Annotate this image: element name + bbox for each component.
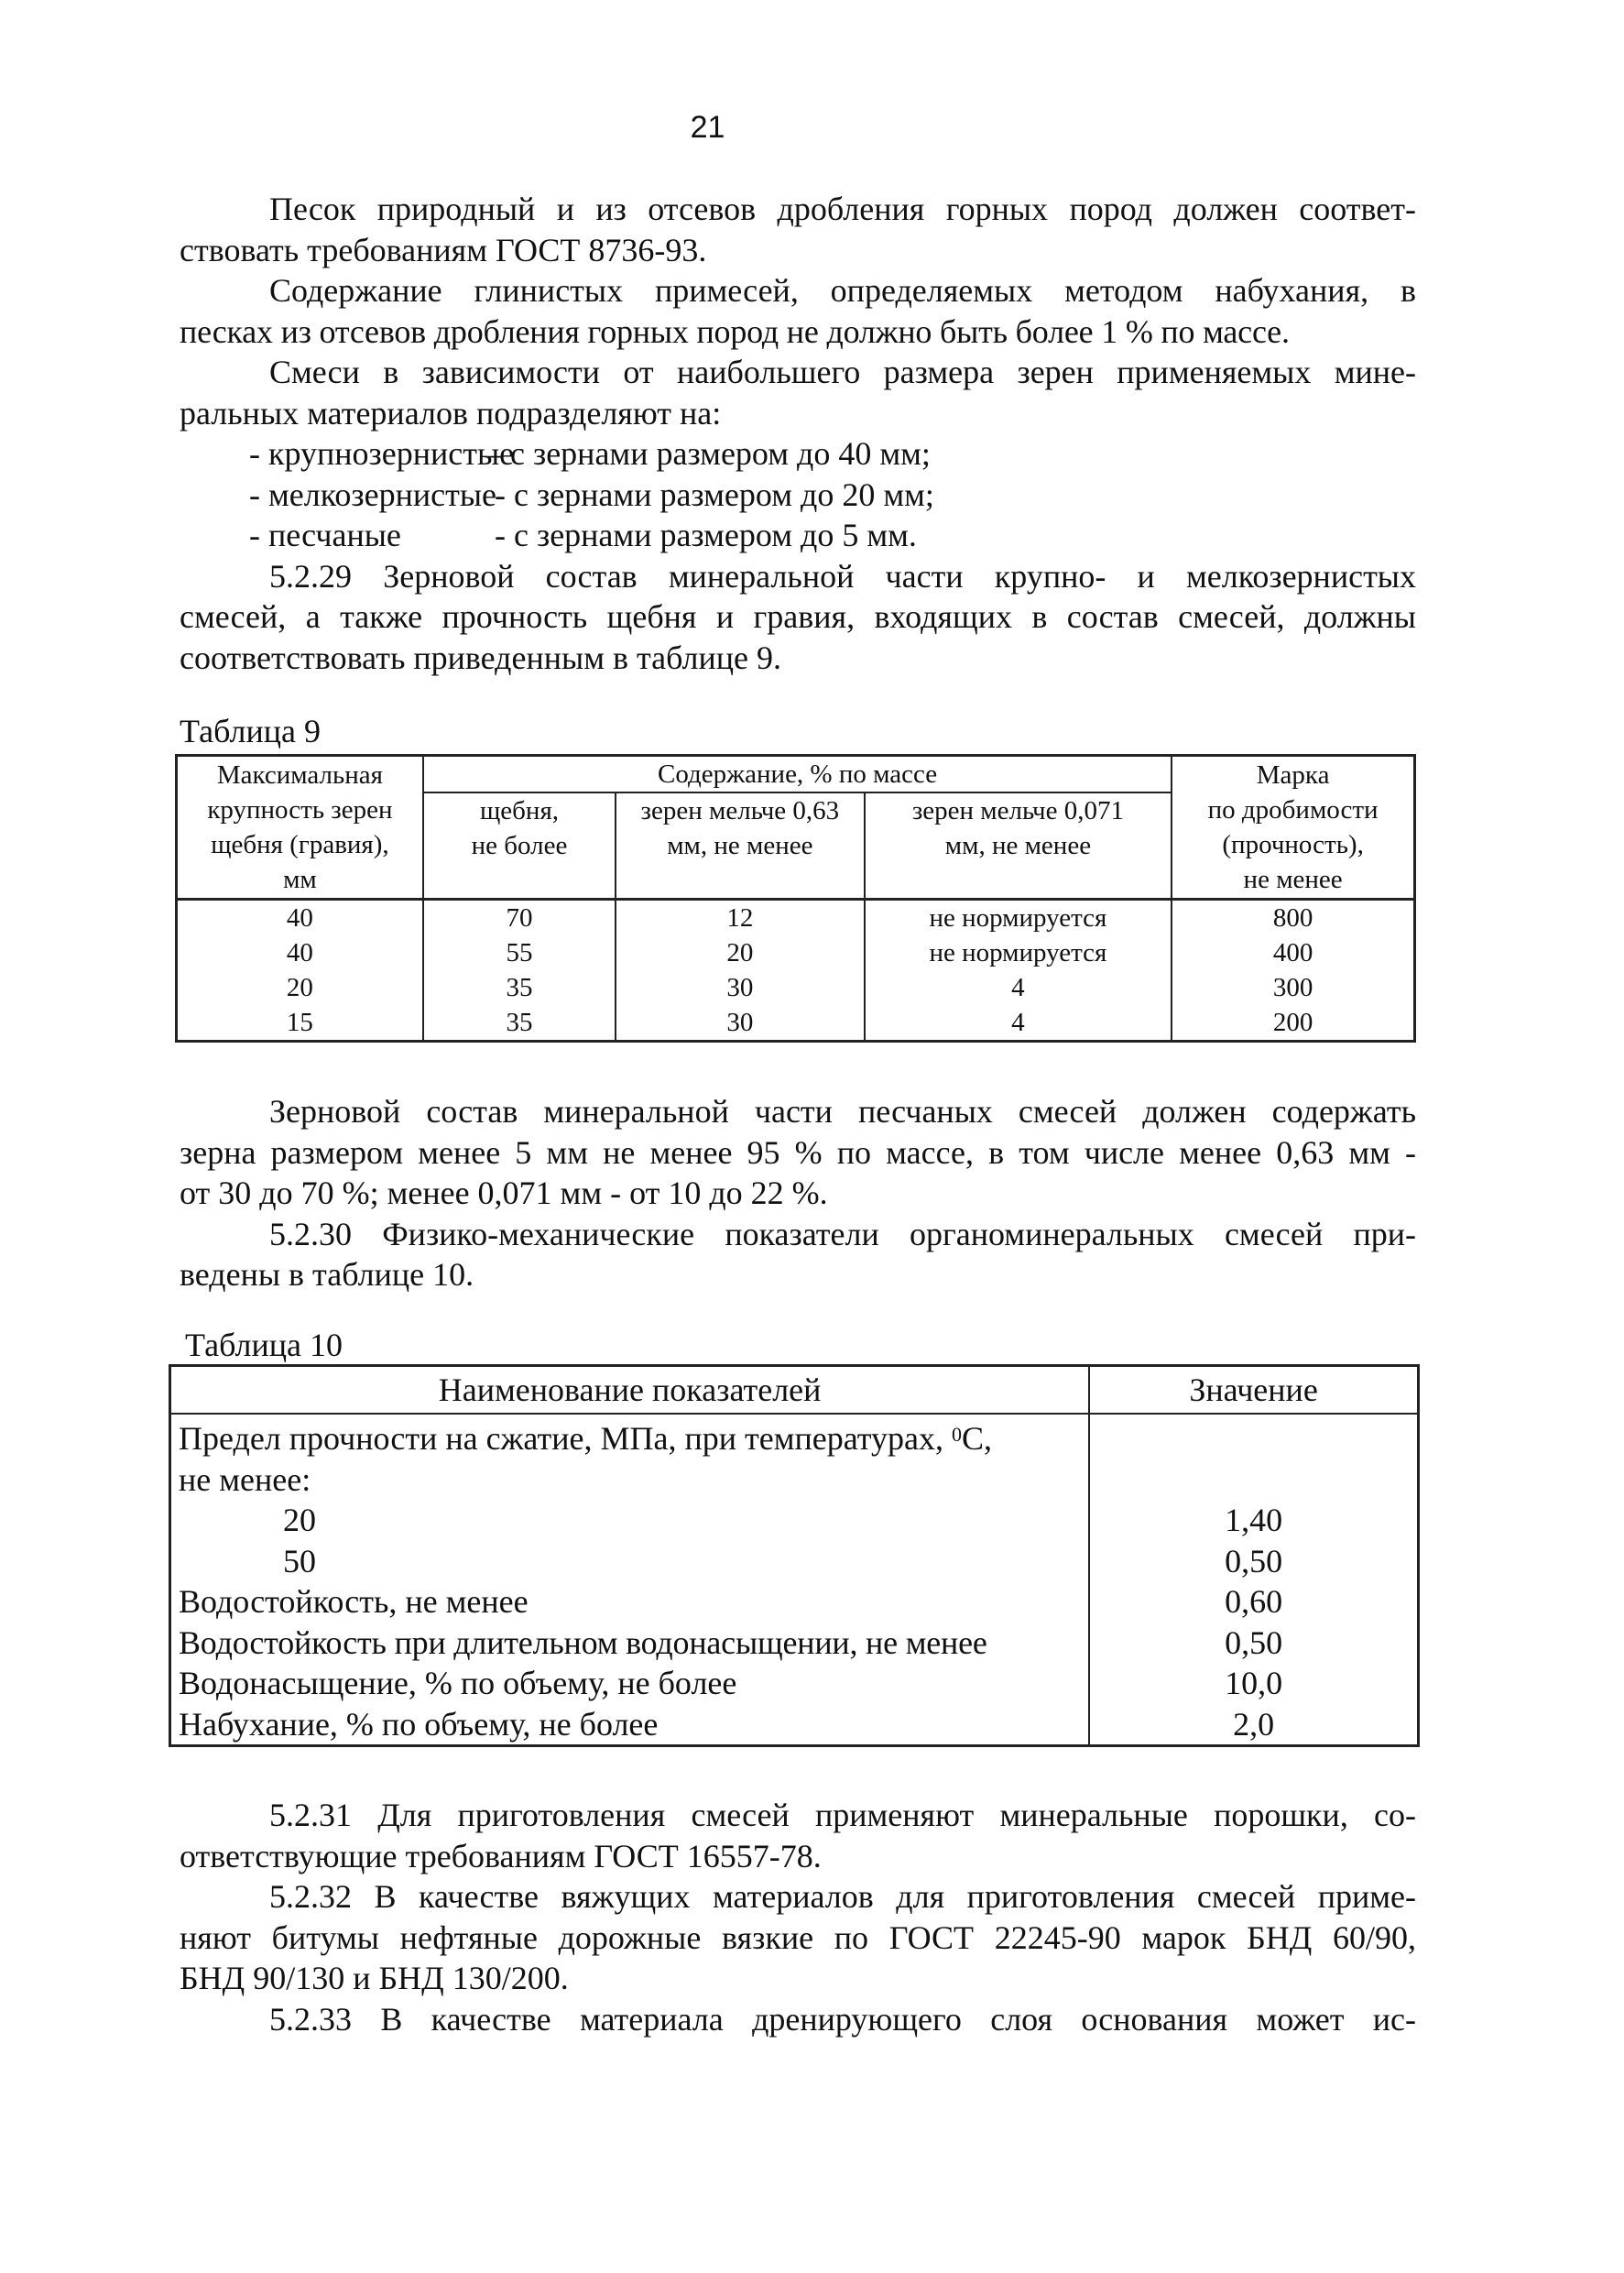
header-grains-0071: зерен мельче 0,071 мм, не менее (865, 792, 1172, 900)
bottom-section (180, 1795, 1416, 2039)
table-9 (175, 754, 1416, 1043)
table-row: Водостойкость, не менее 0,60 (170, 1581, 1419, 1623)
table-row: Водостойкость при длительном водонасыщении, не менее 0,50 (170, 1623, 1419, 1664)
paragraph-clay: Содержание глинистых примесей, определяемых методом набухания, в песках из отсевов дробления горных пород не должно быть более 1 % по массе. (180, 272, 1416, 350)
table10-caption: Таблица 10 (185, 1327, 343, 1363)
header-crushed-stone: щебня, не более (423, 792, 616, 900)
list-item: - мелкозернистые - с зернами размером до 20 мм; (249, 475, 934, 513)
table-row: Предел прочности на сжатие, МПа, при температурах, $^0$С, не менее: (170, 1414, 1419, 1500)
paragraph-mixtures: Смеси в зависимости от наибольшего размера зерен применяемых мине- ральных материалов подразделяют на: (180, 354, 1416, 432)
mixture-list (180, 433, 1416, 556)
list-item: - крупнозернистые – с зернами размером до 40 мм; (249, 435, 931, 472)
paragraph-5-2-30: 5.2.30 Физико-механические показатели органоминеральных смесей при- ведены в таблице 10. (180, 1215, 1416, 1293)
middle-section (180, 1091, 1416, 1295)
header-content-group: Содержание, % по массе (423, 756, 1172, 793)
table-row: 50 0,50 (170, 1541, 1419, 1582)
table9-caption: Таблица 9 (180, 713, 321, 749)
table-row: 20 35 30 4 300 (177, 970, 1415, 1005)
paragraph-sand: Песок природный и из отсевов дробления горных пород должен соответ- ствовать требованиям ГОСТ 8736-93. (180, 191, 1416, 268)
intro-section (180, 189, 1416, 678)
paragraph-5-2-33: 5.2.33 В качестве материала дренирующего слоя основания может ис- (269, 2000, 1416, 2038)
list-item: - песчаные - с зернами размером до 5 мм. (249, 517, 917, 553)
table-row: Набухание, % по объему, не более 2,0 (170, 1704, 1419, 1746)
table-row: 15 35 30 4 200 (177, 1005, 1415, 1042)
paragraph-sand-mix-grain: Зерновой состав минеральной части песчаных смесей должен содержать зерна размером менее 5 мм не менее 95 % по массе, в том числе менее 0,63 мм - от 30 до 70 %; менее 0,071 мм - от 10 до 22 %. (180, 1093, 1416, 1211)
page-number: 21 (690, 110, 725, 145)
header-grade: Марка по дробимости (прочность), не менее (1172, 756, 1414, 900)
header-value: Значение (1089, 1366, 1418, 1415)
paragraph-5-2-31: 5.2.31 Для приготовления смесей применяют минеральные порошки, со- ответствующие требованиям ГОСТ 16557-78. (180, 1797, 1416, 1874)
table-row: Водонасыщение, % по объему, не более 10,0 (170, 1663, 1419, 1704)
table-row: 20 1,40 (170, 1500, 1419, 1541)
header-indicator-name: Наименование показателей (170, 1366, 1090, 1415)
paragraph-5-2-29: 5.2.29 Зерновой состав минеральной части крупно- и мелкозернистых смесей, а также прочность щебня и гравия, входящих в состав смесей, должны соответствовать приведенным в таблице 9. (180, 557, 1416, 676)
paragraph-5-2-32: 5.2.32 В качестве вяжущих материалов для приготовления смесей приме- няют битумы нефтяные дорожные вязкие по ГОСТ 22245-90 марок БНД 60/90, БНД 90/130 и БНД 130/200. (180, 1878, 1416, 1996)
table-row: 40 70 12 не нормируется 800 (177, 900, 1415, 936)
table-10 (169, 1364, 1420, 1747)
header-grains-063: зерен мельче 0,63 мм, не менее (616, 792, 864, 900)
header-max-size: Максимальная крупность зерен щебня (гравия), мм (177, 756, 423, 900)
table-row: 40 55 20 не нормируется 400 (177, 935, 1415, 970)
